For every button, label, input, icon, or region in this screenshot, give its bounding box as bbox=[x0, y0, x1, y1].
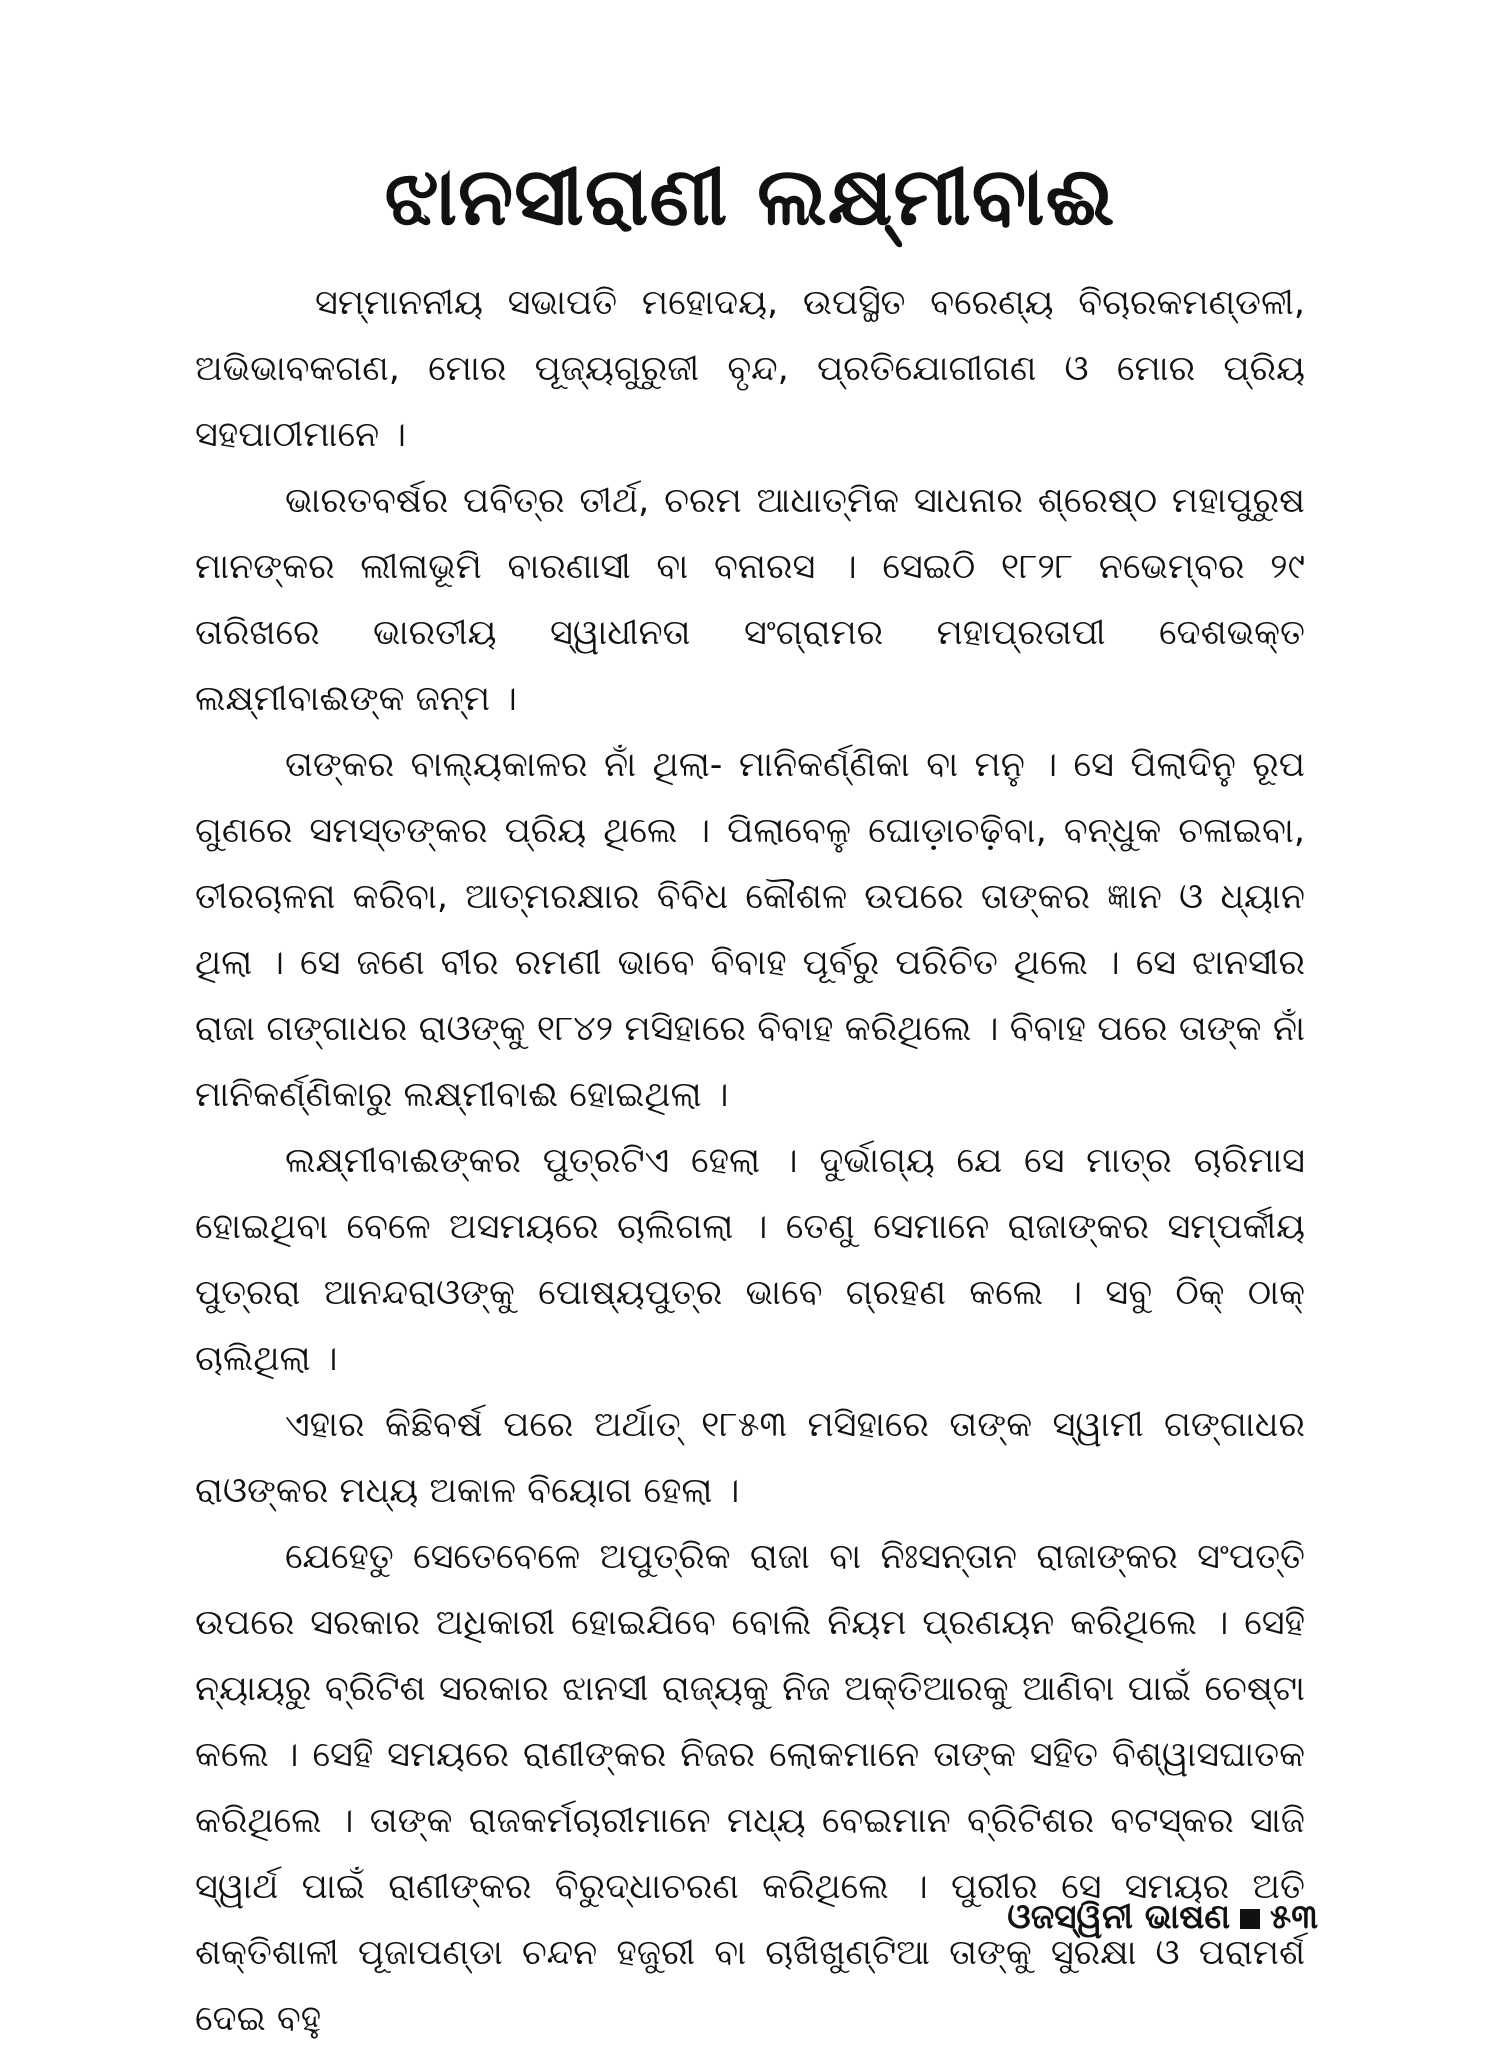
footer-book-title: ଓଜସ୍ୱିନୀ ଭାଷଣ bbox=[1007, 1897, 1231, 1937]
paragraph-son: ଲକ୍ଷ୍ମୀବାଈଙ୍କର ପୁତ୍ରଟିଏ ହେଲା । ଦୁର୍ଭାଗ୍ୟ ଯେ ସେ ମାତ୍ର ଚାରିମାସ ହୋଇଥିବା ବେଳେ ଅସମୟରେ ଚାଲିଗଲା । ତେଣୁ ସେମାନେ ରାଜାଙ୍କର ସମ୍ପର୍କୀୟ ପୁତ୍ରରା ଆନନ୍ଦରାଓଙ୍କୁ ପୋଷ୍ୟପୁତ୍ର ଭାବେ ଗ୍ରହଣ କଲେ । ସବୁ ଠିକ୍ ଠାକ୍ ଚାଲିଥିଲା । bbox=[195, 1141, 1305, 1379]
paragraph-british: ଯେହେତୁ ସେତେବେଳେ ଅପୁତ୍ରିକ ରାଜା ବା ନିଃସନ୍ତାନ ରାଜାଙ୍କର ସଂପତ୍ତି ଉପରେ ସରକାର ଅଧିକାରୀ ହୋଇଯିବେ ବୋଲି ନିୟମ ପ୍ରଣୟନ କରିଥିଲେ । ସେହି ନ୍ୟାୟରୁ ବ୍ରିଟିଶ ସରକାର ଝାନସୀ ରାଜ୍ୟକୁ ନିଜ ଅକ୍ତିଆରକୁ ଆଣିବା ପାଇଁ ଚେଷ୍ଟା କଲେ । ସେହି ସମୟରେ ରାଣୀଙ୍କର ନିଜର ଲୋକମାନେ ତାଙ୍କ ସହିତ ବିଶ୍ୱାସଘାତକ କରିଥିଲେ । ତାଙ୍କ ରାଜକର୍ମଚାରୀମାନେ ମଧ୍ୟ ବେଇମାନ ବ୍ରିଟିଶର ବଟସ୍କର ସାଜି ସ୍ୱାର୍ଥ ପାଇଁ ରାଣୀଙ୍କର ବିରୁଦ୍ଧାଚରଣ କରିଥିଲେ । ପୁରୀର ସେ ସମୟର ଅତି ଶକ୍ତିଶାଳୀ ପୂଜାପଣ୍ଡା ଚନ୍ଦନ ହଜୁରୀ ବା ଚାଖିଖୁଣ୍ଟିଆ ତାଙ୍କୁ ସୁରକ୍ଷା ଓ ପରାମର୍ଶ ଦେଇ ବହୁ bbox=[195, 1537, 1305, 2039]
square-separator-icon bbox=[1240, 1909, 1260, 1929]
page-title: ଝାନସୀରାଣୀ ଲକ୍ଷ୍ମୀବାଈ bbox=[384, 149, 1116, 243]
paragraph-greeting: ସମ୍ମାନନୀୟ ସଭାପତି ମହୋଦୟ, ଉପସ୍ଥିତ ବରେଣ୍ୟ ବିଚାରକମଣ୍ଡଳୀ, ଅଭିଭାବକଗଣ, ମୋର ପୂଜ୍ୟଗୁରୁଜୀ ବୃନ୍ଦ, ପ୍ରତିଯୋଗୀଗଣ ଓ ମୋର ପ୍ରିୟ ସହପାଠୀମାନେ । bbox=[195, 283, 1305, 455]
page-footer bbox=[1007, 1892, 1318, 1942]
speech-body bbox=[195, 270, 1305, 2052]
paragraph-birth: ଭାରତବର୍ଷର ପବିତ୍ର ତୀର୍ଥ, ଚରମ ଆଧାତ୍ମିକ ସାଧନାର ଶ୍ରେଷ୍ଠ ମହାପୁରୁଷ ମାନଙ୍କର ଲୀଳାଭୂମି ବାରଣାସୀ ବା ବନାରସ । ସେଇଠି ୧୮୨୮ ନଭେମ୍ବର ୨୯ ତାରିଖରେ ଭାରତୀୟ ସ୍ୱାଧୀନତା ସଂଗ୍ରାମର ମହାପ୍ରତାପୀ ଦେଶଭକ୍ତ ଲକ୍ଷ୍ମୀବାଈଙ୍କ ଜନ୍ମ । bbox=[195, 481, 1305, 719]
page-number: ୫୩ bbox=[1270, 1897, 1318, 1937]
paragraph-childhood: ତାଙ୍କର ବାଲ୍ୟକାଳର ନାଁ ଥିଲା- ମାନିକର୍ଣ୍ଣିକା ବା ମନୁ । ସେ ପିଲାଦିନୁ ରୂପ ଗୁଣରେ ସମସ୍ତଙ୍କର ପ୍ରିୟ ଥିଲେ । ପିଲାବେଳୁ ଘୋଡ଼ାଚଢ଼ିବା, ବନ୍ଧୁକ ଚଳାଇବା, ତୀରଚାଳନା କରିବା, ଆତ୍ମରକ୍ଷାର ବିବିଧ କୌଶଳ ଉପରେ ତାଙ୍କର ଜ୍ଞାନ ଓ ଧ୍ୟାନ ଥିଲା । ସେ ଜଣେ ବୀର ରମଣୀ ଭାବେ ବିବାହ ପୂର୍ବରୁ ପରିଚିତ ଥିଲେ । ସେ ଝାନସୀର ରାଜା ଗଙ୍ଗାଧର ରାଓଙ୍କୁ ୧୮୪୨ ମସିହାରେ ବିବାହ କରିଥିଲେ । ବିବାହ ପରେ ତାଙ୍କ ନାଁ ମାନିକର୍ଣ୍ଣିକାରୁ ଲକ୍ଷ୍ମୀବାଈ ହୋଇଥିଲା । bbox=[195, 745, 1305, 1115]
paragraph-husband-death: ଏହାର କିଛିବର୍ଷ ପରେ ଅର୍ଥାତ୍ ୧୮୫୩ ମସିହାରେ ତାଙ୍କ ସ୍ୱାମୀ ଗଙ୍ଗାଧର ରାଓଙ୍କର ମଧ୍ୟ ଅକାଳ ବିୟୋଗ ହେଲା । bbox=[195, 1405, 1305, 1511]
